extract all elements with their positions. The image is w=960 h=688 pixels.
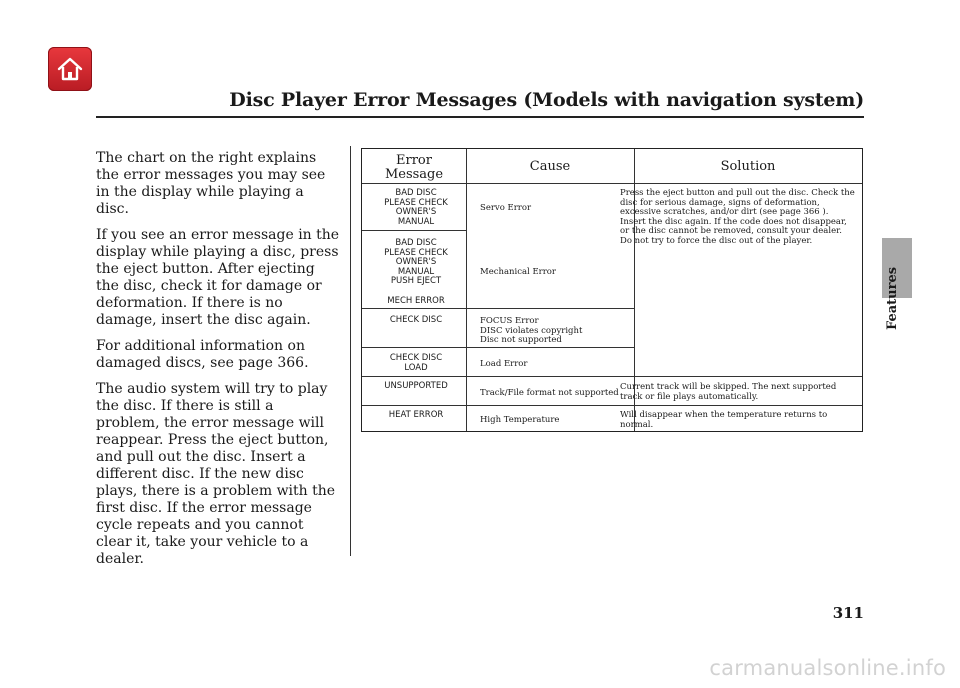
table-rule — [362, 230, 466, 231]
solution-text: Will disappear when the temperature returns to normal. — [620, 410, 828, 430]
intro-text — [96, 150, 341, 577]
error-message: BAD DISC PLEASE CHECK OWNER'S MANUAL — [384, 188, 448, 227]
page-title: Disc Player Error Messages (Models with navigation system) — [229, 89, 864, 111]
table-rule — [362, 308, 634, 309]
cause-text: FOCUS Error DISC violates copyright Disc not supported — [480, 316, 583, 345]
intro-paragraph: If you see an error message in the display while playing a disc, press the eject button. After ejecting the disc, check it for damage or deformation. If there is no damage, insert the disc again. — [96, 227, 340, 328]
header-cause: Cause — [529, 159, 571, 174]
header-divider — [96, 116, 864, 118]
solution-text: Current track will be skipped. The next supported track or file plays automatically. — [620, 382, 837, 402]
intro-paragraph: For additional information on damaged discs, see page 366. — [96, 338, 309, 371]
cause-text: Track/File format not supported — [480, 388, 619, 398]
cause-text: Servo Error — [480, 203, 532, 213]
section-label: Features — [885, 266, 901, 330]
error-message: MECH ERROR — [387, 296, 445, 306]
error-message: CHECK DISC — [389, 315, 443, 325]
solution-text: Press the eject button and pull out the disc. Check the disc for serious damage, signs of deformation, excessive scratches, and/or dirt (see page 366 ). Insert the disc again. If the code does not disappear, or the disc cannot be removed, consult your dealer. Do not try to force the disc out of the player. — [620, 188, 855, 246]
error-message: UNSUPPORTED — [384, 381, 448, 391]
page-number: 311 — [832, 604, 864, 622]
watermark: carmanualsonline.info — [709, 656, 946, 680]
cause-text: High Temperature — [480, 415, 560, 425]
table-rule — [362, 405, 862, 406]
home-button[interactable] — [48, 47, 92, 91]
header-solution: Solution — [720, 159, 776, 174]
cause-text: Mechanical Error — [480, 267, 556, 277]
table-rule — [362, 347, 634, 348]
error-message: HEAT ERROR — [388, 410, 444, 420]
table-rule — [362, 183, 862, 184]
intro-paragraph: The audio system will try to play the disc. If there is still a problem, the error message will reappear. Press the eject button, and pull out the disc. Insert a different disc. If the new disc plays, there is a problem with the first disc. If the error message cycle repeats and you cannot clear it, take your vehicle to a dealer. — [96, 381, 336, 567]
column-divider — [350, 146, 351, 556]
table-rule — [362, 376, 862, 377]
cause-text: Load Error — [480, 359, 528, 369]
intro-paragraph: The chart on the right explains the error messages you may see in the display while playing a disc. — [96, 150, 326, 217]
error-message: CHECK DISC LOAD — [389, 353, 443, 373]
error-message: BAD DISC PLEASE CHECK OWNER'S MANUAL PUSH EJECT — [384, 238, 448, 286]
error-table — [361, 148, 863, 432]
header-error: Error Message — [384, 153, 444, 182]
home-icon — [56, 56, 84, 82]
